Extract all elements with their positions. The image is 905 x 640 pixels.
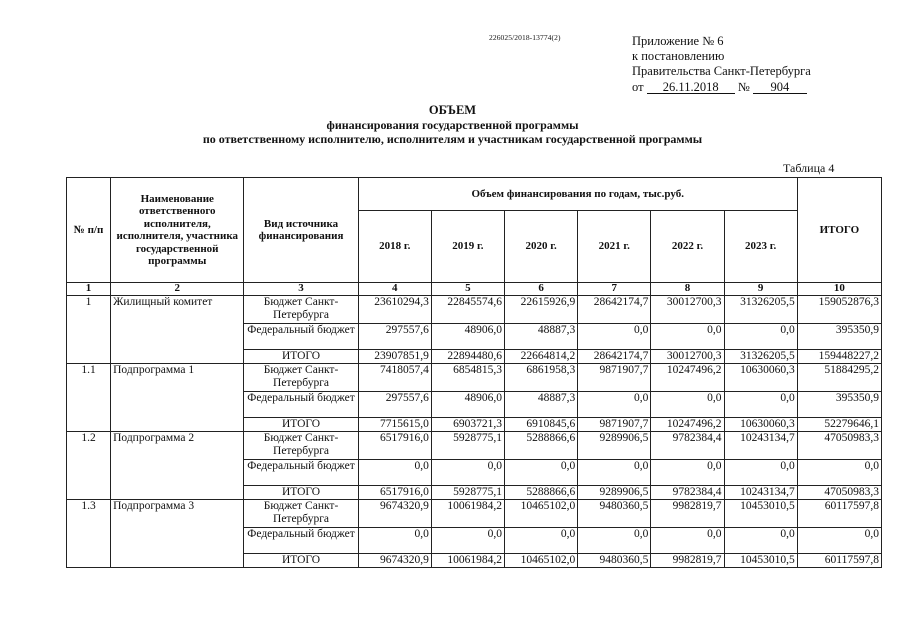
year-value: 48887,3 — [505, 324, 578, 350]
decree-number: 904 — [753, 81, 807, 94]
year-value: 7418057,4 — [358, 364, 431, 392]
document-number: 226025/2018-13774(2) — [489, 33, 561, 42]
header-total: ИТОГО — [797, 178, 881, 283]
year-value: 31326205,5 — [724, 350, 797, 364]
funding-source: Федеральный бюджет — [244, 392, 358, 418]
column-number: 4 — [358, 283, 431, 296]
year-value: 0,0 — [651, 324, 724, 350]
appendix-line-3: Правительства Санкт-Петербурга — [632, 64, 811, 79]
funding-source: ИТОГО — [244, 486, 358, 500]
column-number: 1 — [67, 283, 111, 296]
year-value: 9871907,7 — [578, 364, 651, 392]
year-value: 9782384,4 — [651, 486, 724, 500]
year-value: 28642174,7 — [578, 296, 651, 324]
title-line-3: по ответственному исполнителю, исполнителям и участникам государственной программы — [202, 132, 703, 146]
year-value: 31326205,5 — [724, 296, 797, 324]
year-value: 0,0 — [578, 528, 651, 554]
year-value: 0,0 — [724, 324, 797, 350]
year-value: 0,0 — [651, 528, 724, 554]
row-number: 1.3 — [67, 500, 111, 568]
funding-source: Федеральный бюджет — [244, 528, 358, 554]
year-value: 297557,6 — [358, 324, 431, 350]
executor-name: Подпрограмма 2 — [111, 432, 244, 500]
year-value: 10453010,5 — [724, 554, 797, 568]
total-value: 60117597,8 — [797, 500, 881, 528]
year-value: 9289906,5 — [578, 486, 651, 500]
header-volume: Объем финансирования по годам, тыс.руб. — [358, 178, 797, 211]
year-value: 6910845,6 — [505, 418, 578, 432]
column-number: 3 — [244, 283, 358, 296]
header-year: 2019 г. — [431, 211, 504, 283]
year-value: 0,0 — [651, 392, 724, 418]
year-value: 297557,6 — [358, 392, 431, 418]
row-number: 1.2 — [67, 432, 111, 500]
year-value: 10630060,3 — [724, 364, 797, 392]
header-year: 2021 г. — [578, 211, 651, 283]
year-value: 5928775,1 — [431, 486, 504, 500]
column-number: 2 — [111, 283, 244, 296]
total-value: 159448227,2 — [797, 350, 881, 364]
year-value: 48906,0 — [431, 324, 504, 350]
year-value: 0,0 — [578, 392, 651, 418]
year-value: 6861958,3 — [505, 364, 578, 392]
total-value: 395350,9 — [797, 392, 881, 418]
year-value: 9289906,5 — [578, 432, 651, 460]
header-num: № п/п — [67, 178, 111, 283]
total-value: 395350,9 — [797, 324, 881, 350]
title-line-1: ОБЪЕМ — [428, 103, 477, 117]
header-source: Вид источника финансирования — [244, 178, 358, 283]
total-value: 52279646,1 — [797, 418, 881, 432]
document-title — [0, 103, 905, 147]
total-value: 47050983,3 — [797, 486, 881, 500]
year-value: 5288866,6 — [505, 432, 578, 460]
header-year: 2018 г. — [358, 211, 431, 283]
funding-source: ИТОГО — [244, 418, 358, 432]
table-row — [67, 364, 882, 392]
header-name: Наименование ответственного исполнителя, исполнителя, участника государственной программы — [111, 178, 244, 283]
year-value: 30012700,3 — [651, 296, 724, 324]
total-value: 60117597,8 — [797, 554, 881, 568]
year-value: 9674320,9 — [358, 500, 431, 528]
funding-source: Федеральный бюджет — [244, 324, 358, 350]
year-value: 30012700,3 — [651, 350, 724, 364]
year-value: 28642174,7 — [578, 350, 651, 364]
year-value: 48887,3 — [505, 392, 578, 418]
header-year: 2022 г. — [651, 211, 724, 283]
year-value: 10465102,0 — [505, 500, 578, 528]
appendix-block — [632, 34, 811, 95]
year-value: 9871907,7 — [578, 418, 651, 432]
year-value: 6517916,0 — [358, 486, 431, 500]
financing-table — [66, 177, 882, 568]
number-label: № — [737, 79, 750, 94]
appendix-line-2: к постановлению — [632, 49, 725, 64]
year-value: 10247496,2 — [651, 364, 724, 392]
year-value: 22664814,2 — [505, 350, 578, 364]
year-value: 0,0 — [505, 460, 578, 486]
decree-date: 26.11.2018 — [647, 81, 735, 94]
year-value: 0,0 — [651, 460, 724, 486]
from-label: от — [632, 79, 644, 94]
executor-name: Подпрограмма 1 — [111, 364, 244, 432]
total-value: 0,0 — [797, 460, 881, 486]
year-value: 0,0 — [724, 460, 797, 486]
funding-source: ИТОГО — [244, 554, 358, 568]
year-value: 10061984,2 — [431, 554, 504, 568]
year-value: 5928775,1 — [431, 432, 504, 460]
header-year: 2023 г. — [724, 211, 797, 283]
year-value: 22845574,6 — [431, 296, 504, 324]
total-value: 47050983,3 — [797, 432, 881, 460]
year-value: 0,0 — [431, 460, 504, 486]
column-number: 8 — [651, 283, 724, 296]
table-body — [67, 296, 882, 568]
year-value: 5288866,6 — [505, 486, 578, 500]
appendix-date-line — [632, 80, 811, 95]
column-number: 10 — [797, 283, 881, 296]
column-number: 5 — [431, 283, 504, 296]
table-row — [67, 500, 882, 528]
column-number: 6 — [505, 283, 578, 296]
year-value: 0,0 — [505, 528, 578, 554]
funding-source: Бюджет Санкт-Петербурга — [244, 500, 358, 528]
title-line-2: финансирования государственной программы — [326, 117, 579, 132]
year-value: 9782384,4 — [651, 432, 724, 460]
year-value: 0,0 — [431, 528, 504, 554]
year-value: 48906,0 — [431, 392, 504, 418]
column-number-row — [67, 283, 882, 296]
year-value: 10243134,7 — [724, 432, 797, 460]
table-row — [67, 432, 882, 460]
year-value: 9480360,5 — [578, 500, 651, 528]
year-value: 9982819,7 — [651, 500, 724, 528]
year-value: 10247496,2 — [651, 418, 724, 432]
funding-source: Бюджет Санкт-Петербурга — [244, 296, 358, 324]
table-head — [67, 178, 882, 296]
funding-source: Федеральный бюджет — [244, 460, 358, 486]
year-value: 22894480,6 — [431, 350, 504, 364]
row-number: 1.1 — [67, 364, 111, 432]
column-number: 7 — [578, 283, 651, 296]
funding-source: Бюджет Санкт-Петербурга — [244, 364, 358, 392]
executor-name: Жилищный комитет — [111, 296, 244, 364]
total-value: 0,0 — [797, 528, 881, 554]
total-value: 159052876,3 — [797, 296, 881, 324]
total-value: 51884295,2 — [797, 364, 881, 392]
year-value: 10243134,7 — [724, 486, 797, 500]
table-label: Таблица 4 — [783, 161, 835, 175]
table-row — [67, 296, 882, 324]
year-value: 10061984,2 — [431, 500, 504, 528]
executor-name: Подпрограмма 3 — [111, 500, 244, 568]
year-value: 0,0 — [578, 460, 651, 486]
year-value: 10465102,0 — [505, 554, 578, 568]
year-value: 23907851,9 — [358, 350, 431, 364]
year-value: 23610294,3 — [358, 296, 431, 324]
appendix-line-1: Приложение № 6 — [632, 34, 724, 48]
year-value: 0,0 — [578, 324, 651, 350]
year-value: 10453010,5 — [724, 500, 797, 528]
year-value: 22615926,9 — [505, 296, 578, 324]
header-year: 2020 г. — [505, 211, 578, 283]
year-value: 10630060,3 — [724, 418, 797, 432]
year-value: 0,0 — [724, 528, 797, 554]
year-value: 0,0 — [724, 392, 797, 418]
year-value: 9982819,7 — [651, 554, 724, 568]
row-number: 1 — [67, 296, 111, 364]
year-value: 6517916,0 — [358, 432, 431, 460]
year-value: 9480360,5 — [578, 554, 651, 568]
year-value: 9674320,9 — [358, 554, 431, 568]
funding-source: Бюджет Санкт-Петербурга — [244, 432, 358, 460]
year-value: 0,0 — [358, 528, 431, 554]
column-number: 9 — [724, 283, 797, 296]
year-value: 7715615,0 — [358, 418, 431, 432]
funding-source: ИТОГО — [244, 350, 358, 364]
year-value: 6854815,3 — [431, 364, 504, 392]
year-value: 0,0 — [358, 460, 431, 486]
year-value: 6903721,3 — [431, 418, 504, 432]
